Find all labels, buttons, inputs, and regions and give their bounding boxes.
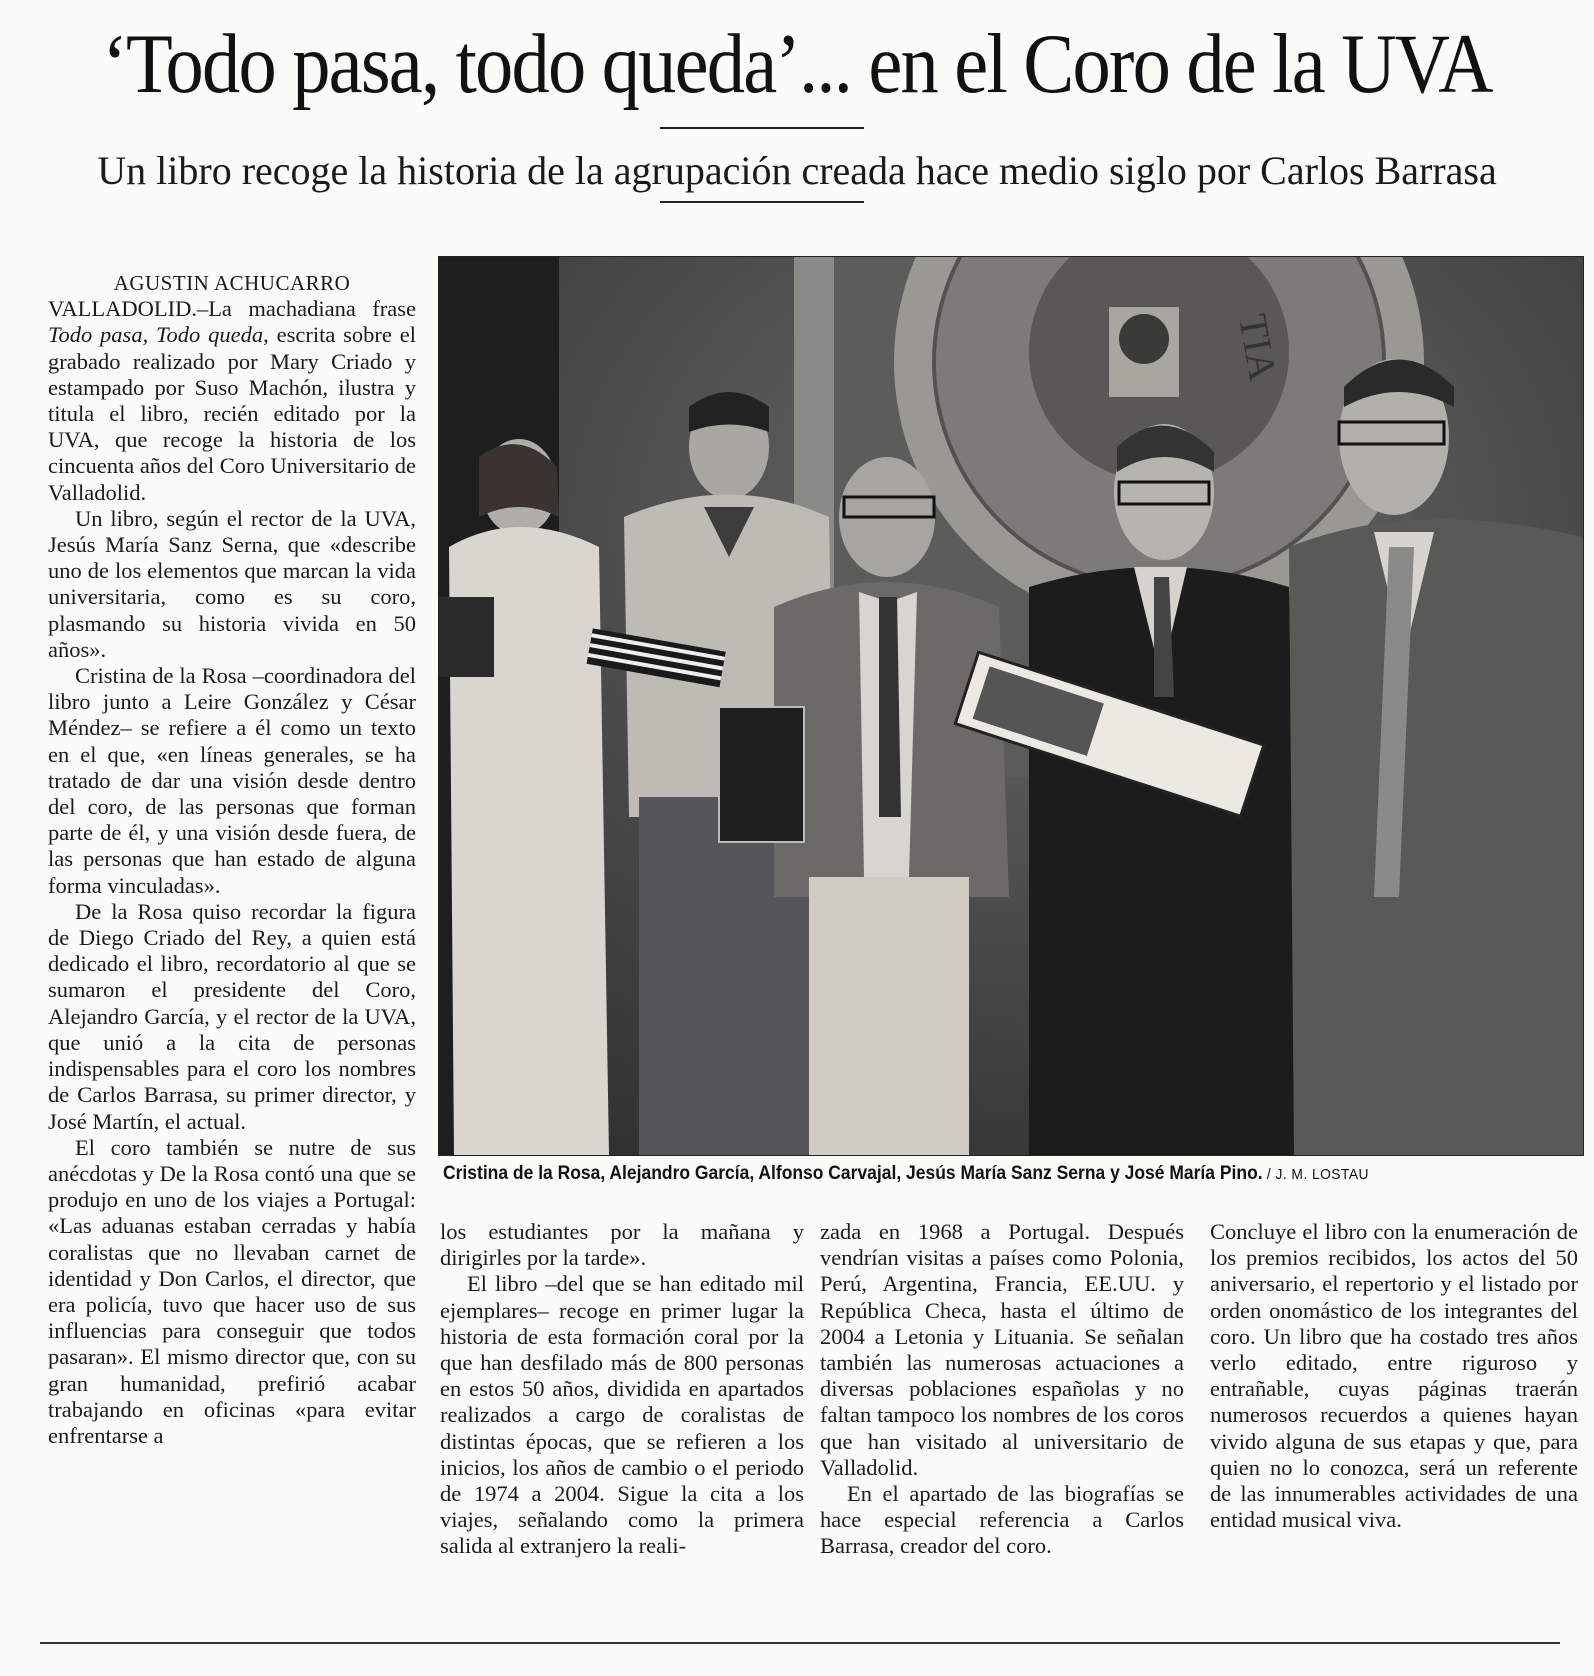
news-photo: [438, 256, 1584, 1156]
photo-credit: / J. M. LOSTAU: [1262, 1166, 1369, 1183]
subheadline-rule: [660, 201, 864, 203]
paragraph: zada en 1968 a Portugal. Después vendrían visitas a países como Polonia, Perú, Argentina, Francia, EE.UU. y República Checa, hasta el último de 2004 a Letonia y Lituania. Se señalan también las numerosas actuaciones a diversas poblaciones españolas y no faltan tampoco los nombres de los coros que han visitado al universitario de Valladolid.: [820, 1219, 1184, 1480]
paragraph: Cristina de la Rosa –coordinadora del libro junto a Leire González y César Méndez– se refiere a él como un texto en el que, «en líneas generales, se ha tratado de dar una visión desde dentro del coro, de las personas que forman parte de él, y una visión desde fuera, de las personas que han estado de alguna forma vinculadas».: [48, 663, 416, 898]
bottom-rule: [40, 1642, 1560, 1644]
headline: ‘Todo pasa, todo queda’... en el Coro de la UVA: [102, 17, 1492, 111]
column-4: [1210, 1219, 1578, 1533]
subheadline: Un libro recoge la historia de la agrupación creada hace medio siglo por Carlos Barrasa: [97, 148, 1497, 193]
column-2: [440, 1219, 804, 1560]
byline: AGUSTIN ACHUCARRO: [113, 271, 351, 295]
person-cristina: [439, 439, 609, 1155]
italic-title: Todo pasa, Todo queda: [48, 322, 264, 348]
photo-caption: [443, 1163, 1492, 1185]
column-3: [820, 1219, 1184, 1560]
caption-text: Cristina de la Rosa, Alejandro García, Alfonso Carvajal, Jesús María Sanz Serna y José María Pino.: [443, 1163, 1263, 1184]
paragraph: De la Rosa quiso recordar la figura de Diego Criado del Rey, a quien está dedicado el libro, recordatorio al que se sumaron el presidente del Coro, Alejandro García, y el rector de la UVA, que unió a la cita de personas indispensables para el coro los nombres de Carlos Barrasa, su primer director, y José Martín, el actual.: [48, 898, 416, 1134]
paragraph: Concluye el libro con la enumeración de los premios recibidos, los actos del 50 aniversario, el repertorio y el listado por orden onomástico de los integrantes del coro. Un libro que ha costado tres años verlo editado, entre riguroso y entrañable, cuyas páginas traerán numerosos recuerdos a quienes hayan vivido alguna de sus etapas y que, para quien no lo conozca, será un referente de las innumerables actividades de una entidad musical viva.: [1210, 1219, 1578, 1533]
paragraph: Un libro, según el rector de la UVA, Jesús María Sanz Serna, que «describe uno de los elementos que marcan la vida universitaria, como es su coro, plasmando su historia vivida en 50 años».: [48, 505, 416, 662]
paragraph: los estudiantes por la mañana y dirigirles por la tarde».: [440, 1219, 804, 1271]
dateline-text: VALLADOLID.–La machadiana frase: [48, 296, 416, 322]
headline-rule: [660, 127, 864, 129]
column-1: [48, 270, 416, 1449]
paragraph: [48, 296, 416, 506]
paragraph: En el apartado de las biografías se hace especial referencia a Carlos Barrasa, creador del coro.: [820, 1481, 1184, 1559]
svg-text:TIA: TIA: [1230, 310, 1287, 385]
paragraph-text: , escrita sobre el grabado realizado por Mary Criado y estampado por Suso Machón, ilustra y titula el libro, recién editado por la UVA, que recoge la historia de los cincuenta años del Coro Universitario de Valladolid.: [48, 322, 417, 505]
paragraph: El libro –del que se han editado mil ejemplares– recoge en primer lugar la historia de esta formación coral por la que han desfilado más de 800 personas en estos 50 años, dividida en apartados realizados a cargo de coralistas de distintas épocas, que se refieren a los inicios, los años de cambio o el periodo de 1974 a 2004. Sigue la cita a los viajes, señalando como la primera salida al extranjero la reali-: [440, 1271, 804, 1559]
paragraph: El coro también se nutre de sus anécdotas y De la Rosa contó una que se produjo en uno de los viajes a Portugal: «Las aduanas estaban cerradas y había coralistas que no llevaban carnet de identidad y Don Carlos, el director, que era policía, tuvo que hacer uso de sus influencias para conseguir que todos pasaran». El mismo director que, con su gran humanidad, prefirió acabar trabajando en oficinas «para evitar enfrentarse a: [48, 1134, 416, 1448]
photo-scene: [439, 257, 1583, 1155]
